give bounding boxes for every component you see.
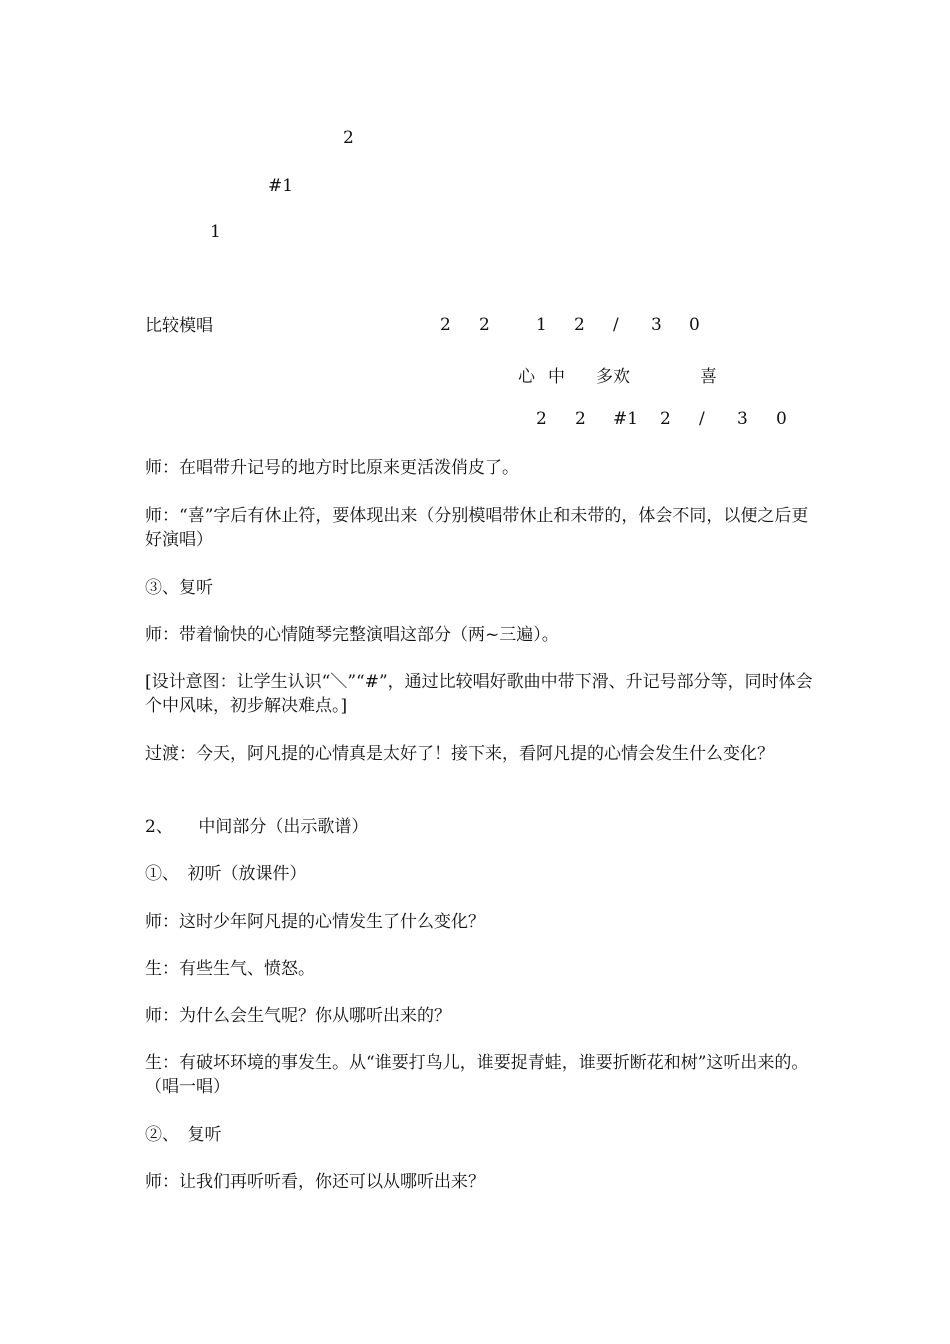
paragraph: 生：有破坏环境的事发生。从“谁要打鸟儿，谁要捉青蛙，谁要折断花和树”这听出来的。（唱一唱） <box>145 1053 809 1097</box>
rest: 0 <box>776 409 787 429</box>
paragraph: 师：“喜”字后有休止符，要体现出来（分别模唱带休止和未带的，体会不同，以便之后更好演唱） <box>145 506 809 550</box>
paragraph: 师：为什么会生气呢？你从哪听出来的？ <box>145 1006 451 1026</box>
note: #1 <box>613 409 639 429</box>
paragraph: 师：带着愉快的心情随琴完整演唱这部分（两~三遍）。 <box>145 625 559 645</box>
section-heading: 2、 中间部分（出示歌谱） <box>145 817 369 837</box>
lyric: 多欢 <box>596 367 630 387</box>
note: 3 <box>737 409 748 429</box>
note: 2 <box>536 409 547 429</box>
bar-slash: / <box>613 315 619 335</box>
rest: 0 <box>689 315 700 335</box>
paragraph: 过渡：今天，阿凡提的心情真是太好了！接下来，看阿凡提的心情会发生什么变化？ <box>145 744 774 764</box>
note: 2 <box>660 409 671 429</box>
note: 1 <box>536 315 547 335</box>
note: 3 <box>651 315 662 335</box>
pitch-sharp-1: #1 <box>268 176 294 196</box>
paragraph: 师：在唱带升记号的地方时比原来更活泼俏皮了。 <box>145 458 519 478</box>
section-heading: ③、复听 <box>145 578 213 598</box>
paragraph: 师：这时少年阿凡提的心情发生了什么变化？ <box>145 912 485 932</box>
section-heading: ①、 初听（放课件） <box>145 864 307 884</box>
compare-label: 比较模唱 <box>145 316 213 336</box>
lyric: 中 <box>548 367 565 387</box>
pitch-1: 1 <box>210 222 221 242</box>
pitch-2: 2 <box>343 128 354 148</box>
note: 2 <box>479 315 490 335</box>
lyric: 心 <box>518 367 535 387</box>
paragraph: 生：有些生气、愤怒。 <box>145 959 315 979</box>
note: 2 <box>574 315 585 335</box>
paragraph: 师：让我们再听听看，你还可以从哪听出来？ <box>145 1172 485 1192</box>
design-intent-note: [设计意图：让学生认识“＼”“#”，通过比较唱好歌曲中带下滑、升记号部分等，同时体会个中风味，初步解决难点。] <box>145 672 813 716</box>
bar-slash: / <box>699 409 705 429</box>
section-heading: ②、 复听 <box>145 1125 222 1145</box>
note: 2 <box>440 315 451 335</box>
lyric: 喜 <box>700 367 717 387</box>
note: 2 <box>575 409 586 429</box>
